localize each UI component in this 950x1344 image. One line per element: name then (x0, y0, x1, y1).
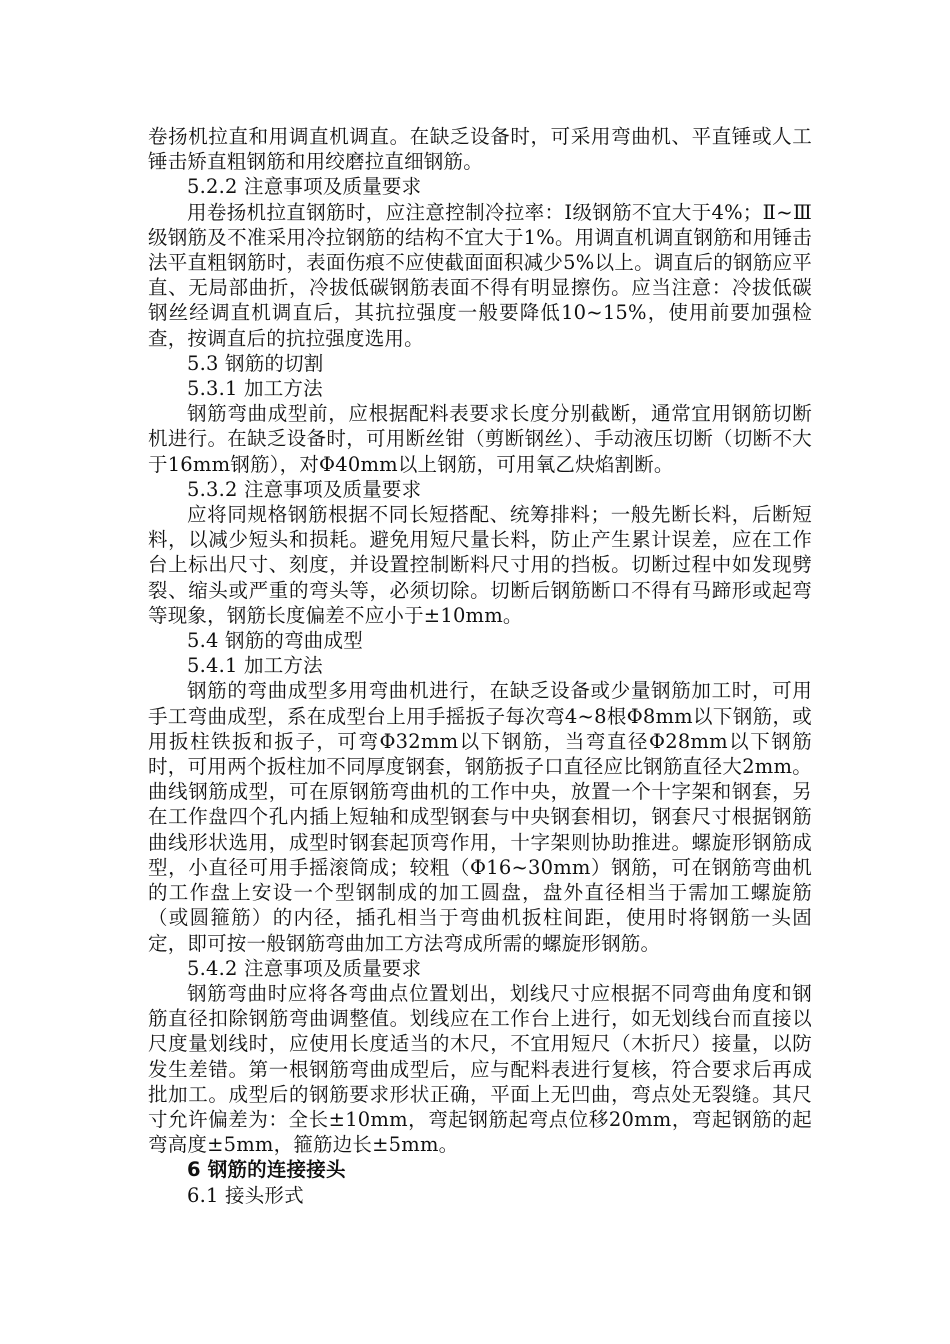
heading-5-4: 5.4 钢筋的弯曲成型 (187, 629, 363, 653)
paragraph-bending-quality: 钢筋弯曲时应将各弯曲点位置划出，划线尺寸应根据不同弯曲角度和钢筋直径扣除钢筋弯曲调整值。划线应在工作台上进行，如无划线台而直接以尺度量划线时，应使用长度适当的木尺，不宜用短尺（木折尺）接量，以防发生差错。第一根钢筋弯曲成型后，应与配料表进行复核，符合要求后再成批加工。成型后的钢筋要求形状正确，平面上无凹曲，弯点处无裂缝。其尺寸允许偏差为：全长±10mm，弯起钢筋起弯点位移20mm，弯起钢筋的起弯高度±5mm，箍筋边长±5mm。 (148, 981, 812, 1157)
paragraph-straightening-methods: 卷扬机拉直和用调直机调直。在缺乏设备时，可采用弯曲机、平直锤或人工锤击矫直粗钢筋和用绞磨拉直细钢筋。 (148, 125, 812, 174)
heading-6: 6 钢筋的连接接头 (187, 1158, 346, 1182)
document-body (148, 124, 812, 1208)
paragraph-cutting-methods: 钢筋弯曲成型前，应根据配料表要求长度分别截断，通常宜用钢筋切断机进行。在缺乏设备时，可用断丝钳（剪断钢丝）、手动液压切断（切断不大于16mm钢筋），对Φ40mm以上钢筋，可用氧乙炔焰割断。 (148, 402, 812, 476)
heading-5-4-1: 5.4.1 加工方法 (187, 654, 323, 678)
heading-5-3-1: 5.3.1 加工方法 (187, 377, 323, 401)
paragraph-cutting-quality: 应将同规格钢筋根据不同长短搭配、统筹排料；一般先断长料，后断短料，以减少短头和损耗。避免用短尺量长料，防止产生累计误差，应在工作台上标出尺寸、刻度，并设置控制断料尺寸用的挡板。切断过程中如发现劈裂、缩头或严重的弯头等，必须切除。切断后钢筋断口不得有马蹄形或起弯等现象，钢筋长度偏差不应小于±10mm。 (148, 503, 812, 627)
heading-5-3: 5.3 钢筋的切割 (187, 351, 324, 375)
paragraph-straightening-quality: 用卷扬机拉直钢筋时，应注意控制冷拉率：Ⅰ级钢筋不宜大于4%；Ⅱ~Ⅲ级钢筋及不准采用冷拉钢筋的结构不宜大于1%。用调直机调直钢筋和用锤击法平直粗钢筋时，表面伤痕不应使截面面积减少5%以上。调直后的钢筋应平直、无局部曲折，冷拔低碳钢筋表面不得有明显擦伤。应当注意：冷拔低碳钢丝经调直机调直后，其抗拉强度一般要降低10~15%，使用前要加强检查，按调直后的抗拉强度选用。 (148, 200, 812, 350)
heading-5-3-2: 5.3.2 注意事项及质量要求 (187, 477, 422, 501)
heading-6-1: 6.1 接头形式 (187, 1183, 304, 1207)
paragraph-bending-methods: 钢筋的弯曲成型多用弯曲机进行，在缺乏设备或少量钢筋加工时，可用手工弯曲成型，系在成型台上用手摇扳子每次弯4~8根Φ8mm以下钢筋，或用扳柱铁扳和扳子，可弯Φ32mm以下钢筋，当弯直径Φ28mm以下钢筋时，可用两个扳柱加不同厚度钢套，钢筋扳子口直径应比钢筋直径大2mm。曲线钢筋成型，可在原钢筋弯曲机的工作中央，放置一个十字架和钢套，另在工作盘四个孔内插上短轴和成型钢套与中央钢套相切，钢套尺寸根据钢筋曲线形状选用，成型时钢套起顶弯作用，十字架则协助推进。螺旋形钢筋成型，小直径可用手摇滚筒成；较粗（Φ16~30mm）钢筋，可在钢筋弯曲机的工作盘上安设一个型钢制成的加工圆盘，盘外直径相当于需加工螺旋筋（或圆箍筋）的内径，插孔相当于弯曲机扳柱间距，使用时将钢筋一头固定，即可按一般钢筋弯曲加工方法弯成所需的螺旋形钢筋。 (148, 679, 812, 955)
heading-5-4-2: 5.4.2 注意事项及质量要求 (187, 956, 422, 980)
heading-5-2-2: 5.2.2 注意事项及质量要求 (187, 175, 422, 199)
